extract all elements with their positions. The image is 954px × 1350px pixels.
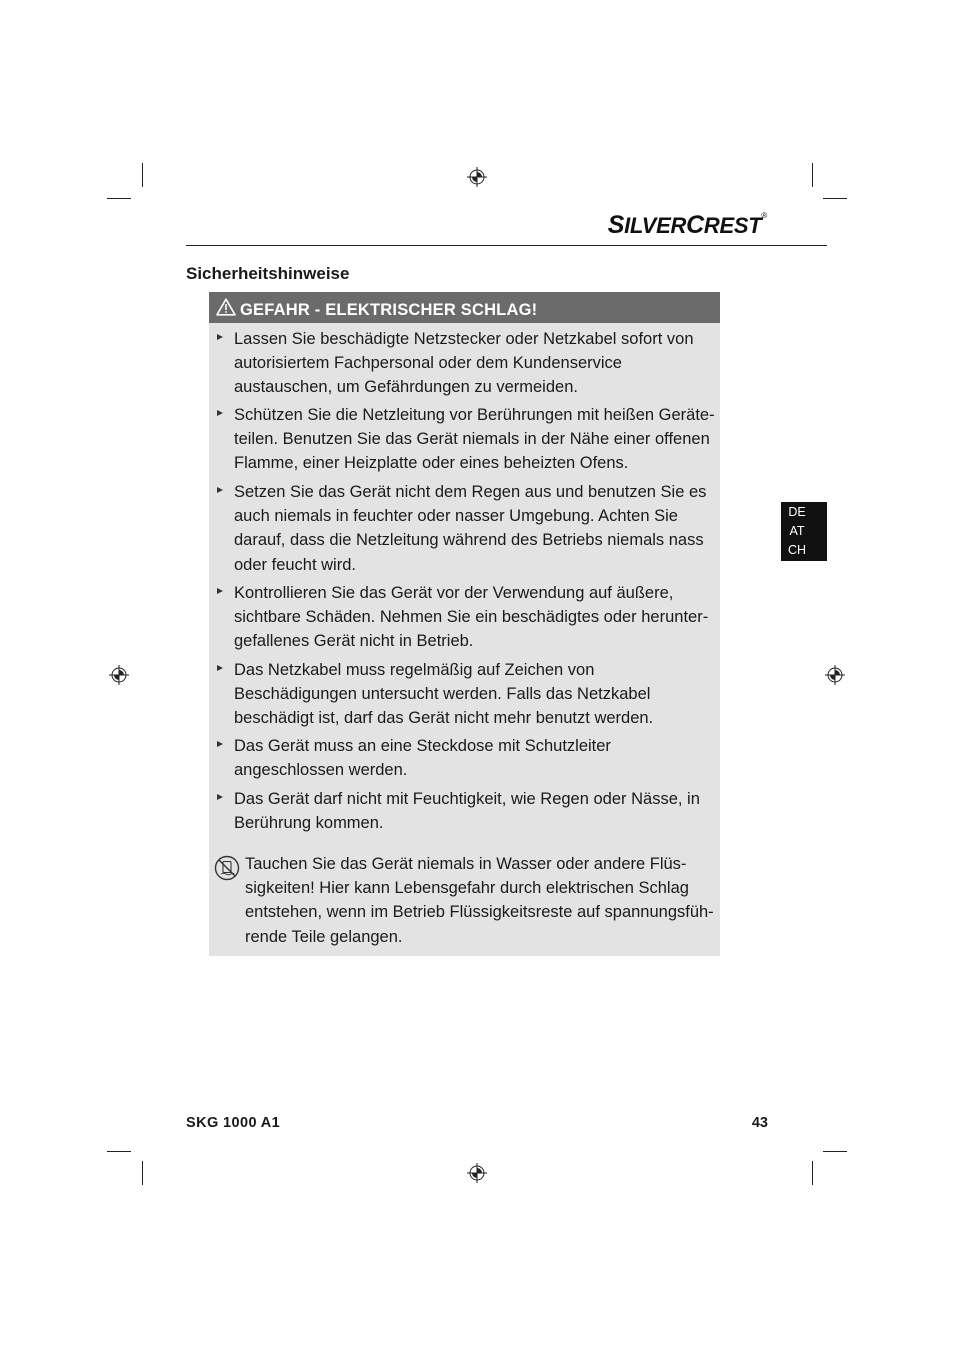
warning-header [209, 292, 720, 323]
crop-mark [823, 198, 847, 199]
bullet-arrow-icon [217, 665, 223, 671]
crop-mark [142, 163, 143, 187]
bullet-arrow-icon [217, 334, 223, 340]
crop-mark [107, 198, 131, 199]
registration-mark-icon [467, 167, 487, 187]
header-divider [186, 245, 827, 246]
section-title: Sicherheitshinweise [186, 264, 350, 283]
list-item-text: Das Gerät darf nicht mit Feuchtigkeit, wie Regen oder Nässe, in Berührung kommen. [234, 790, 700, 833]
language-code: CH [787, 543, 807, 557]
bullet-arrow-icon [217, 487, 223, 493]
list-item-text: Lassen Sie beschädigte Netzstecker oder Netzkabel sofort von autorisiertem Fachpersonal oder dem Kundenservice austauschen, um Gefährdungen zu vermeiden. [234, 330, 694, 397]
list-item-text: Kontrollieren Sie das Gerät vor der Verwendung auf äußere, sichtbare Schäden. Nehmen Sie ein beschädigtes oder herunter-gefallenes Gerät nicht in Betrieb. [234, 584, 709, 651]
list-item-text: Schützen Sie die Netzleitung vor Berührungen mit heißen Geräte-teilen. Benutzen Sie das Gerät niemals in der Nähe einer offenen Flamme, einer Heizplatte oder eines beheizten Ofens. [234, 406, 715, 473]
crop-mark [812, 163, 813, 187]
registration-mark-icon [825, 665, 845, 685]
crop-mark [812, 1161, 813, 1185]
no-immersion-icon [214, 855, 240, 881]
bullet-arrow-icon [217, 588, 223, 594]
list-item-text: Das Gerät muss an eine Steckdose mit Schutzleiter angeschlossen werden. [234, 737, 611, 780]
registration-mark-icon [467, 1163, 487, 1183]
crop-mark [142, 1161, 143, 1185]
list-item-text: Setzen Sie das Gerät nicht dem Regen aus und benutzen Sie es auch niemals in feuchter oder nasser Umgebung. Achten Sie darauf, dass die Netzleitung während des Betriebs niemals nass oder feucht wird. [234, 483, 707, 574]
note-text: Tauchen Sie das Gerät niemals in Wasser oder andere Flüs-sigkeiten! Hier kann Lebensgefahr durch elektrischen Schlag entstehen, wenn im Betrieb Flüssigkeitsreste auf spannungsfüh-rende Teile gelangen. [245, 855, 714, 946]
crop-mark [823, 1151, 847, 1152]
language-code: DE [788, 505, 806, 519]
crop-mark [107, 1151, 131, 1152]
language-tab [781, 502, 827, 561]
list-item-text: Das Netzkabel muss regelmäßig auf Zeichen von Beschädigungen untersucht werden. Falls das Netzkabel beschädigt ist, darf das Gerät nicht mehr benutzt werden. [234, 661, 654, 728]
warning-box [209, 292, 720, 956]
footer-model-number: SKG 1000 A1 [186, 1115, 281, 1131]
bullet-arrow-icon [217, 794, 223, 800]
bullet-arrow-icon [217, 741, 223, 747]
registration-mark-icon [109, 665, 129, 685]
warning-triangle-icon [216, 298, 236, 316]
page-number: 43 [751, 1115, 768, 1131]
bullet-arrow-icon [217, 410, 223, 416]
brand-logo: SILVERCREST® [607, 211, 767, 239]
warning-title: GEFAHR - ELEKTRISCHER SCHLAG! [240, 301, 538, 319]
language-code: AT [789, 524, 805, 538]
